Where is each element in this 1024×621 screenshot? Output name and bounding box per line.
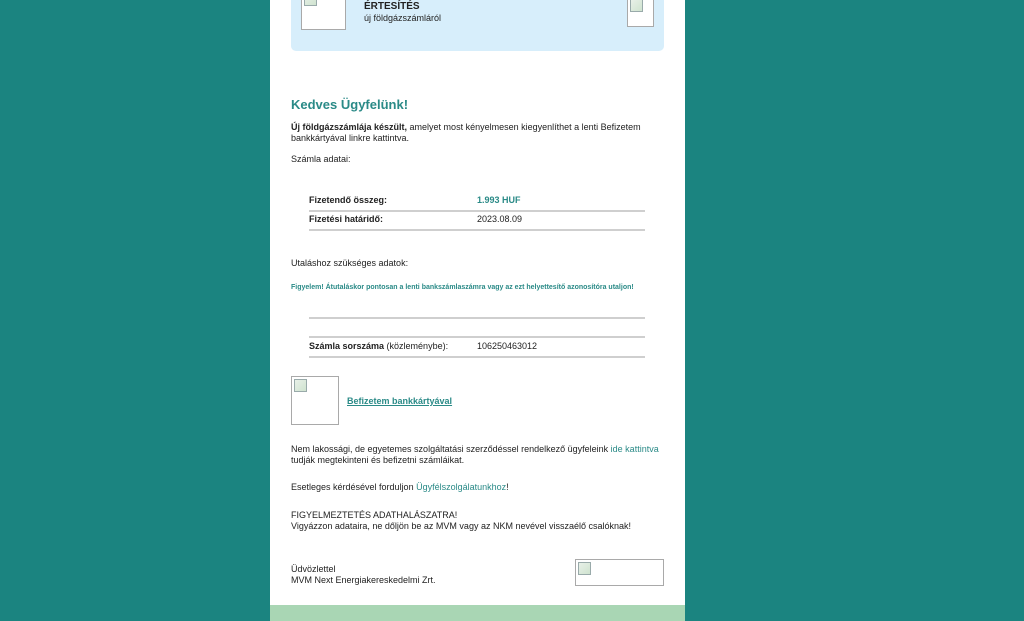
signature (291, 564, 436, 586)
deadline-label: Fizetési határidő: (309, 214, 384, 224)
account-row (309, 338, 645, 358)
banner-title: ÉRTESÍTÉS (364, 1, 420, 12)
banner-image-icon (627, 0, 654, 27)
account-label (309, 341, 448, 351)
intro-text (291, 122, 671, 144)
nonresidential-text (291, 444, 669, 466)
notification-banner (291, 0, 664, 51)
amount-label: Fizetendő összeg: (309, 195, 388, 205)
deadline-value: 2023.08.09 (477, 214, 523, 224)
click-here-link[interactable]: ide kattintva (610, 444, 659, 454)
intro-bold: Új földgázszámlája készült, (291, 122, 408, 132)
account-label-rest: (közleménybe): (384, 341, 449, 351)
questions-text (291, 482, 509, 493)
questions-after: ! (506, 482, 509, 492)
signature-greeting: Üdvözlettel (291, 564, 336, 574)
company-logo-image-icon (575, 559, 664, 586)
phishing-warning (291, 510, 671, 532)
nonresidential-before: Nem lakossági, de egyetemes szolgáltatási szerződéssel rendelkező ügyfeleink (291, 444, 611, 454)
logo-image-icon (301, 0, 346, 30)
customer-service-link[interactable]: Ügyfélszolgálatunkhoz (416, 482, 507, 492)
card-payment-image-icon[interactable] (291, 376, 339, 425)
divider (309, 317, 645, 319)
greeting-heading: Kedves Ügyfelünk! (291, 97, 409, 112)
account-label-bold: Számla sorszáma (309, 341, 385, 351)
footer-bar (270, 605, 685, 621)
banner-subtitle: új földgázszámláról (364, 13, 442, 23)
invoice-row-deadline (309, 211, 645, 231)
transfer-heading: Utaláshoz szükséges adatok: (291, 258, 409, 268)
amount-value: 1.993 HUF (477, 195, 521, 205)
phishing-text: Vigyázzon adataira, ne dőljön be az MVM vagy az NKM nevével visszaélő csalóknak! (291, 521, 632, 531)
account-value: 106250463012 (477, 341, 538, 351)
pay-by-card-link[interactable]: Befizetem bankkártyával (347, 396, 453, 406)
nonresidential-after: tudják megtekinteni és befizetni számláikat. (291, 455, 465, 465)
phishing-title: FIGYELMEZTETÉS ADATHALÁSZATRA! (291, 510, 458, 520)
signature-company: MVM Next Energiakereskedelmi Zrt. (291, 575, 436, 585)
questions-before: Esetleges kérdésével forduljon (291, 482, 417, 492)
invoice-row-amount (309, 192, 645, 212)
invoice-heading: Számla adatai: (291, 154, 351, 164)
intro-rest: amelyet most kényelmesen kiegyenlíthet a lenti Befizetem bankkártyával linkre kattintva. (291, 122, 641, 143)
email-body (270, 0, 685, 621)
transfer-warning: Figyelem! Átutaláskor pontosan a lenti bankszámlaszámra vagy az ezt helyettesítő azonosítóra utaljon! (291, 284, 634, 291)
